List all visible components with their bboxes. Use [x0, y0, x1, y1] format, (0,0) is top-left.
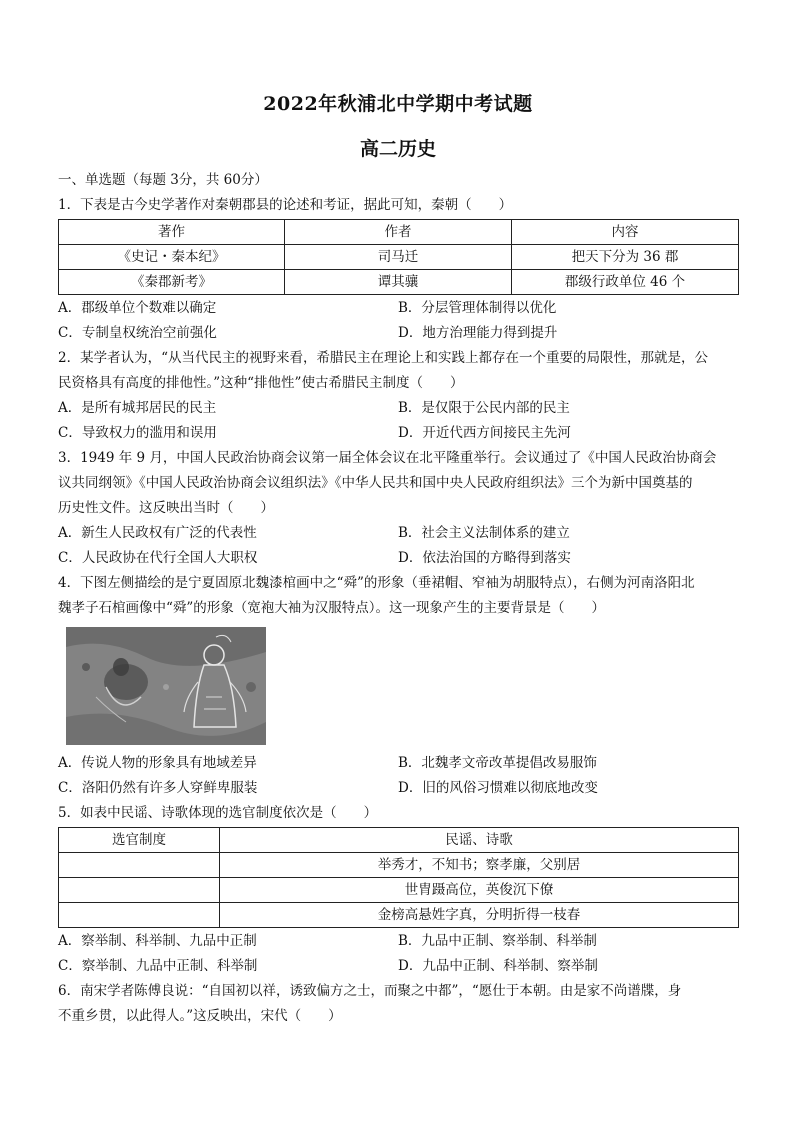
option-d: D．旧的风俗习惯难以彻底地改变: [398, 780, 598, 796]
ancient-painting-image: [66, 627, 266, 745]
option-c: C．洛阳仍然有许多人穿鲜卑服装: [58, 780, 258, 796]
option-c: C．专制皇权统治空前强化: [58, 325, 217, 341]
table-cell: 内容: [512, 220, 739, 245]
option-a: A．是所有城邦居民的民主: [58, 400, 217, 416]
option-c: C．察举制、九品中正制、科举制: [58, 958, 258, 974]
question-2-stem-line-2: 民资格具有高度的排他性。”这种“排他性”使古希腊民主制度（ ）: [58, 375, 464, 391]
option-d: D．九品中正制、科举制、察举制: [398, 958, 598, 974]
option-b: B．是仅限于公民内部的民主: [398, 400, 570, 416]
table-row: [59, 878, 739, 903]
option-d: D．开近代西方间接民主先河: [398, 425, 571, 441]
table-cell: 司马迁: [285, 245, 512, 270]
table-cell: 《秦郡新考》: [59, 270, 285, 295]
question-2-stem-line-1: 2．某学者认为，“从当代民主的视野来看，希腊民主在理论上和实践上都存在一个重要的局限性，那就是，公: [58, 350, 708, 366]
table-row: [59, 853, 739, 878]
table-cell: 金榜高悬姓字真，分明折得一枝春: [220, 903, 739, 928]
question-1-stem: 1．下表是古今史学著作对秦朝郡县的论述和考证，据此可知，秦朝（ ）: [58, 197, 513, 213]
question-5-table: [58, 827, 739, 928]
table-cell: 著作: [59, 220, 285, 245]
option-a: A．察举制、科举制、九品中正制: [58, 933, 257, 949]
exam-title: 2022年秋浦北中学期中考试题: [263, 93, 533, 115]
question-3-stem-line-3: 历史性文件。这反映出当时（ ）: [58, 500, 274, 516]
option-a: A．郡级单位个数难以确定: [58, 300, 217, 316]
option-c: C．导致权力的滥用和误用: [58, 425, 217, 441]
option-a: A．新生人民政权有广泛的代表性: [58, 525, 257, 541]
table-row: [59, 245, 739, 270]
exam-subject: 高二历史: [359, 138, 436, 160]
question-3-stem-line-2: 议共同纲领》《中国人民政治协商会议组织法》《中华人民共和国中央人民政府组织法》三个为新中国奠基的: [58, 475, 693, 491]
option-d: D．地方治理能力得到提升: [398, 325, 558, 341]
table-cell: 选官制度: [59, 828, 220, 853]
table-cell: [59, 853, 220, 878]
question-6-stem-line-1: 6．南宋学者陈傅良说：“自国初以祥，诱致偏方之士，而聚之中都”，“愿仕于本朝。由是家不尚谱牒，身: [58, 983, 682, 999]
table-header-row: [59, 220, 739, 245]
option-b: B．九品中正制、察举制、科举制: [398, 933, 597, 949]
option-c: C．人民政协在代行全国人大职权: [58, 550, 258, 566]
painting-drawing: [66, 627, 266, 745]
question-1-options: [58, 296, 738, 346]
table-cell: 作者: [285, 220, 512, 245]
table-cell: 郡级行政单位 46 个: [512, 270, 739, 295]
section-heading: 一、单选题（每题 3分，共 60分）: [58, 172, 268, 188]
table-cell: [59, 878, 220, 903]
question-4-options: [58, 751, 738, 801]
table-header-row: [59, 828, 739, 853]
question-6-stem-line-2: 不重乡贯，以此得人。”这反映出，宋代（ ）: [58, 1008, 342, 1024]
question-1-table: [58, 219, 739, 295]
exam-page: [58, 88, 738, 1029]
question-5-options: [58, 929, 738, 979]
option-a: A．传说人物的形象具有地域差异: [58, 755, 257, 771]
question-3-options: [58, 521, 738, 571]
option-b: B．北魏孝文帝改革提倡改易服饰: [398, 755, 597, 771]
question-4-stem-line-1: 4．下图左侧描绘的是宁夏固原北魏漆棺画中之“舜”的形象（垂裙帽、窄袖为胡服特点），右侧为河南洛阳北: [58, 575, 695, 591]
option-b: B．社会主义法制体系的建立: [398, 525, 570, 541]
option-b: B．分层管理体制得以优化: [398, 300, 557, 316]
table-cell: [59, 903, 220, 928]
table-cell: 谭其骧: [285, 270, 512, 295]
table-cell: 把天下分为 36 郡: [512, 245, 739, 270]
table-cell: 举秀才，不知书；察孝廉，父别居: [220, 853, 739, 878]
table-cell: 《史记・秦本纪》: [59, 245, 285, 270]
question-4-stem-line-2: 魏孝子石棺画像中“舜”的形象（宽袍大袖为汉服特点）。这一现象产生的主要背景是（ ）: [58, 600, 606, 616]
question-2-options: [58, 396, 738, 446]
table-row: [59, 903, 739, 928]
option-d: D．依法治国的方略得到落实: [398, 550, 571, 566]
table-cell: 民谣、诗歌: [220, 828, 739, 853]
question-5-stem: 5．如表中民谣、诗歌体现的选官制度依次是（ ）: [58, 805, 378, 821]
table-cell: 世胄蹑高位，英俊沉下僚: [220, 878, 739, 903]
table-row: [59, 270, 739, 295]
question-3-stem-line-1: 3．1949 年 9 月，中国人民政治协商会议第一届全体会议在北平隆重举行。会议通过了《中国人民政治协商会: [58, 450, 717, 466]
